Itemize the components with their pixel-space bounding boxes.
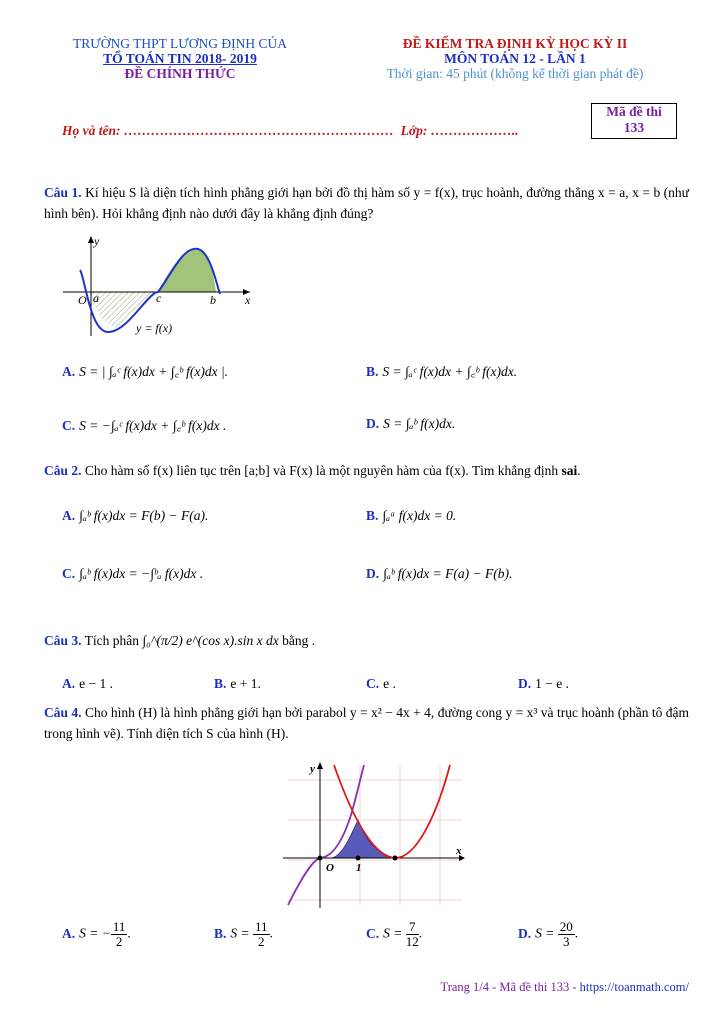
footer-link[interactable]: https://toanmath.com/ (579, 980, 689, 994)
y-label: y (94, 234, 100, 248)
y-label: y (310, 763, 315, 775)
q4-option-c[interactable]: C. S = $\frac{7}{12}$ . (366, 919, 423, 949)
exam-code-label: Mã đề thi (606, 104, 662, 119)
question-integral: ∫₀^(π/2) e^(cos x).sin x dx (142, 633, 279, 648)
question-3 (44, 630, 689, 651)
function-label: y = f(x) (136, 321, 173, 335)
student-name-field[interactable]: Họ và tên: …………………………………………………… (62, 123, 394, 138)
question-text: Tích phân (84, 633, 140, 648)
x-label: x (245, 293, 251, 307)
q2-option-c[interactable]: C. ∫ₐᵇ f(x)dx = −∫ᵇₐ f(x)dx . (62, 566, 204, 581)
one-label: 1 (356, 862, 362, 874)
question-number: Câu 1. (44, 185, 82, 200)
question-number: Câu 2. (44, 463, 82, 478)
q2-option-a[interactable]: A. ∫ₐᵇ f(x)dx = F(b) − F(a). (62, 508, 209, 523)
b-label: b (210, 293, 216, 307)
footer-page-info: Trang 1/4 - Mã đề thi 133 - (440, 980, 577, 994)
origin-label: O (78, 293, 87, 307)
a-label: a (93, 291, 99, 305)
official-label: ĐỀ CHÍNH THỨC (124, 66, 236, 81)
x-label: x (456, 845, 462, 857)
question-1 (44, 182, 689, 224)
q4-option-d[interactable]: D. S = $\frac{20}{3}$ . (518, 919, 579, 949)
question-text: Cho hình (H) là hình phẳng giới hạn bởi parabol y = x² − 4x + 4, đường cong y = x³ và trục hoành (phần tô đậm trong hình vẽ). Tính diện tích S của hình (H). (44, 705, 689, 741)
question-number: Câu 3. (44, 633, 82, 648)
page-footer (441, 980, 690, 995)
question-text-end: bằng . (282, 633, 316, 648)
q1-option-d[interactable]: D. S = ∫ₐᵇ f(x)dx. (366, 416, 456, 431)
q1-option-b[interactable]: B. S = ∫ₐᶜ f(x)dx + ∫꜀ᵇ f(x)dx. (366, 364, 518, 379)
question-text: Kí hiệu S là diện tích hình phẳng giới hạn bởi đồ thị hàm số y = f(x), trục hoành, đường thẳng x = a, x = b (như hình bên). Hỏi khẳng định nào dưới đây là khẳng định đúng? (44, 185, 689, 221)
exam-subject: MÔN TOÁN 12 - LẦN 1 (444, 51, 586, 66)
school-header (0, 36, 360, 81)
q3-option-b[interactable]: B. e + 1. (214, 676, 261, 691)
student-class-field[interactable]: Lớp: ……………….. (400, 123, 519, 138)
q2-option-d[interactable]: D. ∫ₐᵇ f(x)dx = F(a) − F(b). (366, 566, 513, 581)
q3-option-c[interactable]: C. e . (366, 676, 396, 691)
c-label: c (156, 291, 162, 305)
question-text: Cho hàm số f(x) liên tục trên [a;b] và F(x) là một nguyên hàm của f(x). Tìm khẳng định (84, 463, 559, 478)
exam-code-value: 133 (623, 120, 645, 135)
q4-option-a[interactable]: A. S = − $\frac{11}{2}$ . (62, 919, 131, 949)
exam-title: ĐỀ KIỂM TRA ĐỊNH KỲ HỌC KỲ II (402, 36, 628, 51)
department-name: TỔ TOÁN TIN 2018- 2019 (103, 51, 257, 66)
student-info-line (62, 123, 519, 139)
exam-duration: Thời gian: 45 phút (không kể thời gian phát đề) (386, 66, 644, 81)
q1-option-a[interactable]: A. S = | ∫ₐᶜ f(x)dx + ∫꜀ᵇ f(x)dx |. (62, 364, 229, 379)
q1-option-c[interactable]: C. S = −∫ₐᶜ f(x)dx + ∫꜀ᵇ f(x)dx . (62, 418, 227, 433)
exam-header (350, 36, 680, 81)
question-4 (44, 702, 689, 744)
exam-code-box (591, 103, 677, 139)
q2-option-b[interactable]: B. ∫ₐᵃ f(x)dx = 0. (366, 508, 457, 523)
question-emphasis: sai (561, 463, 578, 478)
q1-graph (58, 232, 268, 342)
q4-option-b[interactable]: B. S = $\frac{11}{2}$ . (214, 919, 273, 949)
question-number: Câu 4. (44, 705, 82, 720)
q4-graph (278, 760, 468, 910)
question-2: Câu 2. Cho hàm số f(x) liên tục trên [a;b] và F(x) là một nguyên hàm của f(x). Tìm khẳng định sai. (44, 463, 581, 478)
school-name: TRƯỜNG THPT LƯƠNG ĐỊNH CỦA (73, 36, 287, 51)
q3-option-a[interactable]: A. e − 1 . (62, 676, 113, 691)
origin-label: O (326, 862, 334, 874)
q3-option-d[interactable]: D. 1 − e . (518, 676, 569, 691)
